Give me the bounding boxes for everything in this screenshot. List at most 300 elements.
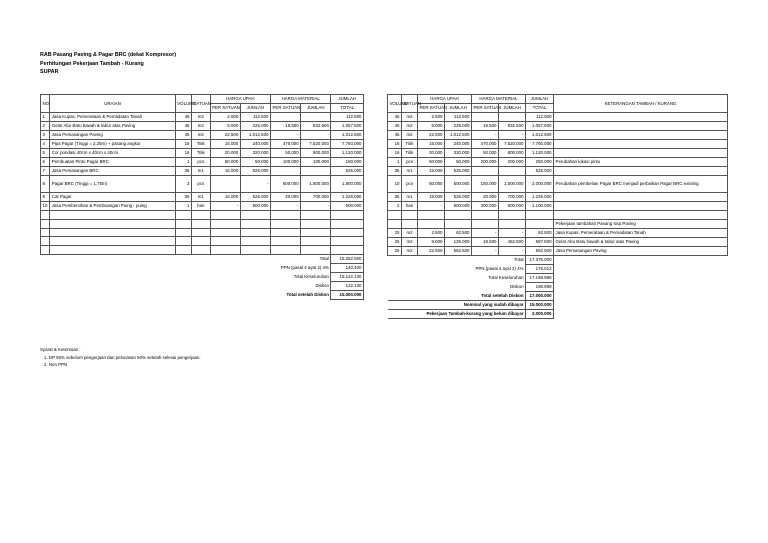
blank-cell	[270, 219, 300, 228]
header-harga-upah: HARGA UPAH	[210, 95, 270, 104]
item-unit: hari	[402, 202, 418, 211]
material-amount: -	[499, 246, 526, 255]
blank-cell	[554, 273, 728, 282]
summary-value: 15.000.000	[331, 290, 364, 299]
blank-cell	[554, 211, 728, 220]
change-note: Perubahan lokasi pintu	[554, 158, 728, 167]
change-note	[554, 113, 728, 122]
item-no: 2	[41, 122, 50, 131]
material-amount: 7.520.000	[499, 140, 526, 149]
material-unit-price: 50.000	[270, 149, 300, 158]
material-unit-price: 200.000	[472, 158, 499, 167]
blank-cell	[331, 237, 364, 246]
blank-cell	[331, 228, 364, 237]
row-total: 562.500	[526, 246, 554, 255]
header-upah-jumlah: JUMLAH	[445, 104, 472, 113]
blank-cell	[554, 291, 728, 300]
header-upah-jumlah: JUMLAH	[240, 104, 270, 113]
summary-row	[41, 290, 364, 299]
summary-value: 176.012	[526, 264, 554, 273]
row-total: 112.500	[526, 113, 554, 122]
summary-value: 122.100	[331, 281, 364, 290]
item-no: 8	[41, 176, 50, 193]
blank-cell	[175, 246, 191, 255]
blank-cell	[301, 211, 331, 220]
row-total: 1.225.000	[526, 193, 554, 202]
blank-cell	[526, 219, 554, 228]
material-amount: -	[499, 228, 526, 237]
item-unit: m1	[192, 193, 211, 202]
labor-unit-price	[210, 176, 240, 193]
item-unit: m2	[192, 122, 211, 131]
extra-work-title: Pekerjaan tambahan Pasang sisa Paving	[554, 219, 728, 228]
blank-cell	[402, 219, 418, 228]
row-total: 150.000	[331, 158, 364, 167]
material-amount: 800.000	[499, 149, 526, 158]
change-note: Jasa Kupas, Pemerataan & Pemadatan Tanah	[554, 228, 728, 237]
blank-cell	[270, 237, 300, 246]
labor-unit-price: 50.000	[418, 158, 445, 167]
table-row	[41, 131, 364, 140]
blank-cell	[50, 246, 175, 255]
material-amount	[499, 167, 526, 176]
header-volume: VOLUME	[388, 95, 402, 113]
labor-amount: 225.000	[240, 122, 270, 131]
material-amount	[499, 113, 526, 122]
item-unit: hari	[192, 202, 211, 211]
labor-amount: 240.000	[445, 140, 472, 149]
blank-cell	[388, 219, 402, 228]
document-title: RAB Pasang Paving & Pagar BRC (dekat Kompresor)	[40, 52, 176, 58]
summary-label: Total setelah Diskon	[388, 291, 526, 300]
header-jumlah: JUMLAH	[331, 95, 364, 104]
item-volume: 45	[175, 122, 191, 131]
labor-unit-price: 15.000	[418, 140, 445, 149]
blank-cell	[192, 211, 211, 220]
blank-cell	[554, 300, 728, 309]
item-volume: 35	[175, 193, 191, 202]
material-unit-price	[270, 167, 300, 176]
summary-value: 17.375.000	[526, 255, 554, 264]
item-unit: Titik	[402, 140, 418, 149]
header-upah-per-satuan: PER SATUAN	[418, 104, 445, 113]
row-total: 62.500	[526, 228, 554, 237]
header-no: NO	[41, 95, 50, 113]
labor-amount: 525.000	[240, 167, 270, 176]
extra-work-row	[388, 237, 728, 246]
item-volume: 25	[388, 228, 402, 237]
summary-label: Total Keseluruhan	[388, 273, 526, 282]
labor-amount: 112.500	[240, 113, 270, 122]
blank-cell	[41, 211, 50, 220]
item-no: 6	[41, 158, 50, 167]
item-description: Jasa Pemasangan Paving	[50, 131, 175, 140]
labor-unit-price: 50.000	[418, 176, 445, 193]
labor-unit-price: -	[210, 202, 240, 211]
blank-cell	[418, 219, 445, 228]
labor-unit-price: 15.000	[210, 167, 240, 176]
labor-amount: 500.000	[240, 202, 270, 211]
item-description: Jasa Pembersihan & Pembuangan Puing - puing	[50, 202, 175, 211]
header-harga-material: HARGA MATERIAL	[270, 95, 330, 104]
header-material-jumlah: JUMLAH	[301, 104, 331, 113]
labor-amount: 562.500	[445, 246, 472, 255]
item-description: Pagar BRC (Tinggi = 1,75m)	[50, 176, 175, 193]
item-unit: m1	[192, 167, 211, 176]
original-budget-table	[40, 94, 364, 300]
material-amount: 7.520.000	[301, 140, 331, 149]
row-total: 1.057.500	[526, 122, 554, 131]
blank-row	[41, 211, 364, 220]
blank-cell	[210, 246, 240, 255]
table-row	[41, 140, 364, 149]
material-amount: 462.500	[499, 237, 526, 246]
change-note: Perubahan pembelian Pagar BRC menjadi perbaikan Pagar BRC existing	[554, 176, 728, 193]
document-title-block	[40, 51, 176, 77]
table-row	[388, 113, 728, 122]
summary-label: PPN (pasal 4 ayat 2) 4%	[388, 264, 526, 273]
item-volume: 3	[175, 176, 191, 193]
item-volume: 45	[388, 122, 402, 131]
summary-row	[388, 309, 728, 318]
summary-row	[388, 282, 728, 291]
item-unit: pcs	[402, 158, 418, 167]
change-note: Gelar Abu Batu bawah & tabur atas Paving	[554, 237, 728, 246]
row-total: 500.000	[331, 202, 364, 211]
item-unit: m2	[192, 113, 211, 122]
item-no: 4	[41, 140, 50, 149]
blank-cell	[270, 246, 300, 255]
summary-label: Diskon	[388, 282, 526, 291]
blank-cell	[331, 246, 364, 255]
material-unit-price	[472, 113, 499, 122]
extra-work-row	[388, 228, 728, 237]
document-subtitle: Perhitungan Pekerjaan Tambah - Kurang	[40, 60, 144, 67]
table-row	[41, 158, 364, 167]
material-amount: 832.500	[301, 122, 331, 131]
item-volume: 16	[175, 149, 191, 158]
row-total: 1.057.500	[331, 122, 364, 131]
blank-cell	[526, 211, 554, 220]
summary-value: 17.000.000	[526, 291, 554, 300]
material-unit-price: 150.000	[472, 176, 499, 193]
item-volume: 35	[175, 167, 191, 176]
header-total: TOTAL	[331, 104, 364, 113]
labor-amount: 225.000	[445, 122, 472, 131]
summary-row	[41, 254, 364, 263]
row-total: 112.500	[331, 113, 364, 122]
blank-cell	[175, 219, 191, 228]
labor-amount: 125.000	[445, 237, 472, 246]
item-unit: m2	[402, 228, 418, 237]
blank-cell	[472, 211, 499, 220]
item-volume: 45	[388, 131, 402, 140]
labor-unit-price: 22.500	[418, 131, 445, 140]
material-amount	[301, 113, 331, 122]
item-volume: 2	[388, 202, 402, 211]
item-volume: 45	[175, 131, 191, 140]
material-unit-price: 20.000	[472, 193, 499, 202]
item-volume: 1	[175, 202, 191, 211]
item-description: Jasa Kupas, Pemerataan & Pemadatan Tanah	[50, 113, 175, 122]
row-total: 525.000	[526, 167, 554, 176]
blank-cell	[402, 211, 418, 220]
item-description: Pembuatan Pintu Pagar BRC	[50, 158, 175, 167]
summary-label: Pekerjaan Tambah-kurang yang belum dibayar	[388, 309, 526, 318]
item-volume: 45	[175, 113, 191, 122]
table-row	[41, 176, 364, 193]
material-unit-price: -	[270, 131, 300, 140]
item-unit: pcs	[192, 158, 211, 167]
summary-row	[41, 281, 364, 290]
table-row	[388, 140, 728, 149]
material-amount: -	[301, 131, 331, 140]
material-amount: 800.000	[301, 149, 331, 158]
labor-amount: 112.500	[445, 113, 472, 122]
labor-amount: 1.012.500	[240, 131, 270, 140]
summary-label: Nominal yang sudah dibayar	[388, 300, 526, 309]
item-description: Gelar Abu Batu bawah & tabur atas Paving	[50, 122, 175, 131]
labor-amount: 525.000	[240, 193, 270, 202]
table-row	[41, 193, 364, 202]
change-note	[554, 202, 728, 211]
material-unit-price: 18.500	[472, 122, 499, 131]
header-material-per-satuan: PER SATUAN	[270, 104, 300, 113]
labor-unit-price: 5.000	[210, 122, 240, 131]
header-jumlah: JUMLAH	[526, 95, 554, 104]
summary-row	[388, 300, 728, 309]
labor-unit-price: 22.500	[210, 131, 240, 140]
labor-unit-price: 15.000	[210, 193, 240, 202]
item-unit: m2	[402, 113, 418, 122]
blank-cell	[240, 246, 270, 255]
blank-cell	[175, 211, 191, 220]
header-material-per-satuan: PER SATUAN	[472, 104, 499, 113]
material-unit-price: 470.000	[270, 140, 300, 149]
labor-unit-price: 5.000	[418, 122, 445, 131]
blank-cell	[41, 219, 50, 228]
item-volume: 16	[388, 140, 402, 149]
labor-amount: 50.000	[445, 158, 472, 167]
table-row	[388, 176, 728, 193]
labor-amount: 525.000	[445, 167, 472, 176]
material-amount: -	[499, 131, 526, 140]
labor-unit-price: 2.500	[418, 113, 445, 122]
material-unit-price: 18.500	[270, 122, 300, 131]
blank-cell	[554, 264, 728, 273]
extra-work-header-row	[388, 219, 728, 228]
table-row	[388, 202, 728, 211]
blank-cell	[192, 219, 211, 228]
blank-cell	[175, 228, 191, 237]
labor-amount: 320.000	[240, 149, 270, 158]
blank-cell	[554, 282, 728, 291]
blank-cell	[192, 228, 211, 237]
blank-cell	[499, 219, 526, 228]
labor-amount: 62.500	[445, 228, 472, 237]
contractor-name: SUPAR	[40, 69, 59, 76]
blank-cell	[210, 211, 240, 220]
labor-unit-price: 2.500	[418, 228, 445, 237]
blank-cell	[210, 219, 240, 228]
blank-cell	[240, 219, 270, 228]
item-unit: m1	[402, 167, 418, 176]
material-unit-price: 600.000	[270, 176, 300, 193]
labor-unit-price: -	[418, 202, 445, 211]
material-amount: 600.000	[499, 202, 526, 211]
row-total: 1.012.500	[526, 131, 554, 140]
blank-cell	[301, 228, 331, 237]
material-amount: 1.500.000	[499, 176, 526, 193]
table-row	[41, 167, 364, 176]
material-amount: 832.500	[499, 122, 526, 131]
labor-unit-price: 20.000	[210, 149, 240, 158]
blank-cell	[240, 237, 270, 246]
row-total: 1.800.000	[331, 176, 364, 193]
item-volume: 1	[175, 158, 191, 167]
material-amount: -	[301, 202, 331, 211]
blank-row	[41, 246, 364, 255]
summary-row	[41, 263, 364, 272]
item-volume: 25	[388, 237, 402, 246]
material-amount: 700.000	[499, 193, 526, 202]
blank-row	[388, 211, 728, 220]
summary-value: 17.198.988	[526, 273, 554, 282]
summary-row	[388, 264, 728, 273]
blank-cell	[192, 237, 211, 246]
table-row	[388, 122, 728, 131]
row-total: 1.120.000	[331, 149, 364, 158]
item-description: Pipa Pagar (Tinggi = 2,25m) + pasang angkur	[50, 140, 175, 149]
item-volume: 35	[388, 167, 402, 176]
blank-row	[41, 228, 364, 237]
blank-cell	[50, 219, 175, 228]
item-volume: 16	[388, 149, 402, 158]
row-total: 7.760.000	[331, 140, 364, 149]
blank-cell	[388, 211, 402, 220]
item-volume: 25	[388, 246, 402, 255]
change-note	[554, 167, 728, 176]
change-note	[554, 149, 728, 158]
item-no: 7	[41, 167, 50, 176]
row-total: 587.500	[526, 237, 554, 246]
table-row	[388, 193, 728, 202]
labor-unit-price: 2.500	[210, 113, 240, 122]
material-unit-price	[472, 167, 499, 176]
item-volume: 10	[388, 176, 402, 193]
material-amount: 200.000	[499, 158, 526, 167]
labor-unit-price: 20.000	[418, 149, 445, 158]
summary-value: 15.262.500	[331, 254, 364, 263]
blank-cell	[210, 228, 240, 237]
terms-item: 2. Non PPN	[44, 362, 68, 367]
change-note	[554, 193, 728, 202]
row-total: 250.000	[526, 158, 554, 167]
labor-amount: 240.000	[240, 140, 270, 149]
summary-value: 2.000.000	[526, 309, 554, 318]
summary-label: PPN (pasal 4 ayat 2) 4%	[41, 263, 331, 272]
item-description: Jasa Pemasangan BRC	[50, 167, 175, 176]
blank-cell	[499, 211, 526, 220]
summary-label: Total	[41, 254, 331, 263]
blank-cell	[50, 228, 175, 237]
blank-cell	[192, 246, 211, 255]
blank-cell	[50, 237, 175, 246]
summary-label: Diskon	[41, 281, 331, 290]
summary-label: Total	[388, 255, 526, 264]
item-unit: m2	[402, 246, 418, 255]
terms-item: 1. DP 50% sebelum pengerjaan dan pelunasan 50% setelah selesai pengerjaan.	[44, 354, 201, 360]
header-material-jumlah: JUMLAH	[499, 104, 526, 113]
material-unit-price: -	[472, 228, 499, 237]
item-no: 5	[41, 149, 50, 158]
blank-cell	[41, 246, 50, 255]
blank-cell	[270, 211, 300, 220]
blank-cell	[472, 219, 499, 228]
material-unit-price: 20.000	[270, 193, 300, 202]
blank-cell	[240, 228, 270, 237]
blank-cell	[301, 237, 331, 246]
item-unit: Titik	[402, 149, 418, 158]
item-no: 10	[41, 202, 50, 211]
item-description: Cat Pagar	[50, 193, 175, 202]
blank-cell	[175, 237, 191, 246]
blank-cell	[41, 228, 50, 237]
material-unit-price: 50.000	[472, 149, 499, 158]
blank-cell	[301, 246, 331, 255]
change-note	[554, 131, 728, 140]
header-volume: VOLUME	[175, 95, 191, 113]
blank-cell	[41, 237, 50, 246]
item-volume: 16	[175, 140, 191, 149]
row-total: 1.225.000	[331, 193, 364, 202]
header-upah-per-satuan: PER SATUAN	[210, 104, 240, 113]
blank-cell	[210, 237, 240, 246]
material-amount	[301, 167, 331, 176]
item-no: 9	[41, 193, 50, 202]
summary-row	[388, 291, 728, 300]
header-harga-material: HARGA MATERIAL	[472, 95, 526, 104]
header-total: TOTAL	[526, 104, 554, 113]
change-note	[554, 122, 728, 131]
item-unit: pcs	[192, 176, 211, 193]
table-row	[388, 158, 728, 167]
blank-cell	[331, 219, 364, 228]
row-total: 1.100.000	[526, 202, 554, 211]
item-unit: Titik	[192, 140, 211, 149]
summary-row	[388, 273, 728, 282]
header-satuan: SATUAN	[192, 95, 211, 113]
labor-unit-price: 15.000	[418, 193, 445, 202]
material-unit-price: 18.500	[472, 237, 499, 246]
material-amount: 100.000	[301, 158, 331, 167]
blank-row	[41, 219, 364, 228]
blank-cell	[240, 211, 270, 220]
table-row	[388, 167, 728, 176]
material-unit-price: 100.000	[270, 158, 300, 167]
item-unit: m2	[402, 237, 418, 246]
labor-amount: 50.000	[240, 158, 270, 167]
item-unit: pcs	[402, 176, 418, 193]
revised-budget-table	[387, 94, 728, 319]
labor-amount: 320.000	[445, 149, 472, 158]
table-row	[388, 131, 728, 140]
header-satuan: SATUAN	[402, 95, 418, 113]
item-volume: 1	[388, 158, 402, 167]
material-unit-price	[270, 113, 300, 122]
item-unit: m2	[402, 131, 418, 140]
item-volume: 45	[388, 113, 402, 122]
